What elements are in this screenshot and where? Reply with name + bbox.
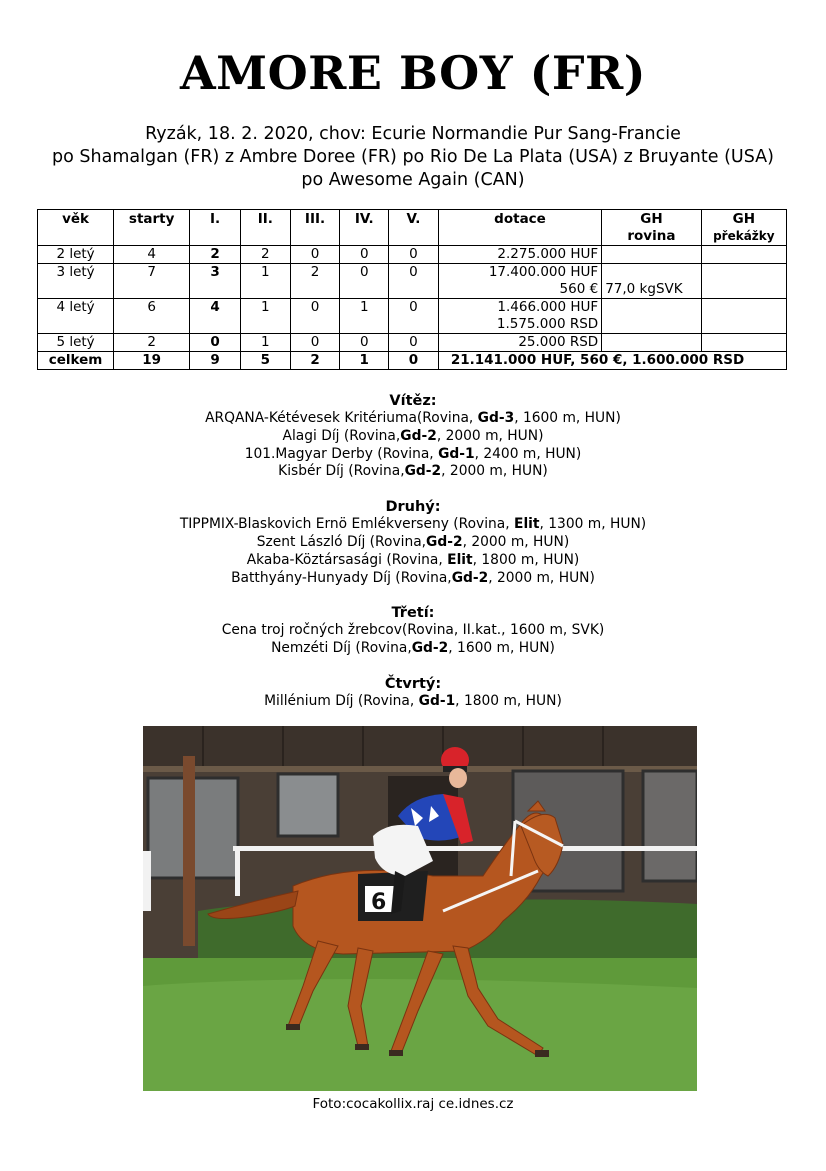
cell-third: 0 — [290, 334, 340, 352]
cell-fifth: 0 — [389, 334, 439, 352]
cell-age: 4 letý — [38, 299, 114, 334]
cell-first: 9 — [190, 352, 241, 370]
cell-fourth: 0 — [340, 334, 389, 352]
race-text: , 2000 m, HUN) — [462, 533, 570, 550]
race-text: Kisbér Díj (Rovina, — [278, 463, 405, 480]
cell-second: 2 — [240, 246, 290, 264]
list-item — [0, 463, 826, 481]
race-text: ARQANA-Kétévesek Kritériuma(Rovina, — [205, 410, 478, 426]
cell-fifth: 0 — [389, 352, 439, 370]
cell-starts: 2 — [114, 334, 190, 352]
earnings-line: 2.275.000 HUF — [497, 246, 599, 262]
list-item — [0, 428, 826, 446]
gh-jump-label: GH — [732, 211, 756, 227]
race-text: Batthyány-Hunyady Díj (Rovina, — [231, 569, 452, 586]
fourth-group — [0, 675, 826, 711]
race-grade: Gd-2 — [404, 463, 442, 480]
race-text: , 1800 m, HUN) — [455, 692, 562, 709]
cell-gh-jump — [701, 299, 786, 334]
race-grade: Gd-1 — [438, 445, 475, 462]
pedigree-line-3: po Awesome Again (CAN) — [301, 170, 525, 190]
cell-starts: 4 — [114, 246, 190, 264]
race-text: , 2000 m, HUN) — [488, 569, 595, 586]
winner-heading: Vítěz: — [389, 393, 437, 409]
col-starts: starty — [114, 210, 190, 246]
race-text: , 1600 m, HUN) — [514, 410, 621, 426]
race-text: 101.Magyar Derby (Rovina, — [244, 445, 439, 462]
cell-second: 1 — [240, 264, 290, 299]
cell-third: 0 — [290, 299, 340, 334]
cell-age: 2 letý — [38, 246, 114, 264]
second-heading: Druhý: — [385, 499, 441, 516]
race-text: Akaba-Köztársasági (Rovina, — [246, 551, 448, 568]
race-grade: Gd-2 — [411, 640, 449, 657]
cell-gh-flat — [602, 299, 701, 334]
cell-fifth: 0 — [389, 246, 439, 264]
earnings-line: 25.000 RSD — [518, 334, 599, 350]
gh-flat-sub: rovina — [627, 228, 676, 244]
col-earnings: dotace — [438, 210, 601, 246]
cell-gh-jump — [701, 334, 786, 352]
pedigree-line-2: po Shamalgan (FR) z Ambre Doree (FR) po Rio De La Plata (USA) z Bruyante (USA) — [52, 147, 774, 167]
cell-gh-jump — [701, 264, 786, 299]
race-grade: Elit — [514, 516, 540, 533]
table-row — [38, 299, 787, 334]
cell-earnings — [438, 246, 601, 264]
cell-gh-jump — [701, 246, 786, 264]
earnings-line: 17.400.000 HUF — [488, 264, 599, 280]
cell-starts: 7 — [114, 264, 190, 299]
race-text: Cena troj ročných žrebcov(Rovina, II.kat., 1600 m, SVK) — [221, 622, 605, 639]
cell-age: 5 letý — [38, 334, 114, 352]
cell-fourth: 1 — [340, 352, 389, 370]
cell-gh-flat — [602, 246, 701, 264]
earnings-line: 560 € — [559, 281, 599, 297]
career-stats-table — [37, 209, 787, 370]
cell-fifth: 0 — [389, 264, 439, 299]
cell-starts: 6 — [114, 299, 190, 334]
race-grade: Gd-1 — [418, 692, 456, 709]
list-item — [0, 622, 826, 640]
race-text: , 1600 m, HUN) — [448, 640, 555, 657]
earnings-line: 1.575.000 RSD — [496, 316, 599, 332]
cell-gh-flat — [602, 334, 701, 352]
list-item — [0, 552, 826, 570]
pedigree-info — [0, 123, 826, 192]
cell-fourth: 0 — [340, 264, 389, 299]
winner-group — [0, 392, 826, 481]
third-heading: Třetí: — [391, 605, 435, 622]
list-item — [0, 640, 826, 658]
table-row — [38, 264, 787, 299]
cell-second: 1 — [240, 334, 290, 352]
cell-third: 2 — [290, 264, 340, 299]
horse-name-title: AMORE BOY (FR) — [179, 46, 647, 100]
list-item — [0, 693, 826, 711]
photo-caption: Foto:cocakollix.raj ce.idnes.cz — [312, 1096, 514, 1112]
race-text: Alagi Díj (Rovina, — [282, 427, 401, 444]
col-fourth: IV. — [340, 210, 389, 246]
col-fifth: V. — [389, 210, 439, 246]
race-text: , 2000 m, HUN) — [436, 427, 544, 444]
second-group — [0, 498, 826, 587]
horse-photo — [143, 726, 697, 1091]
race-grade: Gd-2 — [426, 533, 463, 550]
race-text: , 2000 m, HUN) — [441, 463, 548, 480]
col-gh-flat — [602, 210, 701, 246]
race-grade: Gd-2 — [400, 427, 437, 444]
earnings-line: 1.466.000 HUF — [497, 299, 599, 315]
cell-fourth: 0 — [340, 246, 389, 264]
col-gh-jump — [701, 210, 786, 246]
cell-age: 3 letý — [38, 264, 114, 299]
cell-second: 1 — [240, 299, 290, 334]
cell-third: 2 — [290, 352, 340, 370]
gh-jump-sub: překážky — [713, 229, 775, 243]
table-total-row — [38, 352, 787, 370]
list-item — [0, 516, 826, 534]
cell-gh-flat: 77,0 kgSVK — [602, 264, 701, 299]
list-item — [0, 534, 826, 552]
cell-first: 4 — [190, 299, 241, 334]
race-text: Szent László Díj (Rovina, — [256, 533, 427, 550]
race-text: Millénium Díj (Rovina, — [264, 692, 419, 709]
list-item — [0, 446, 826, 464]
saddle-number: 6 — [371, 890, 387, 915]
cell-first: 3 — [190, 264, 241, 299]
cell-total-earnings: 21.141.000 HUF, 560 €, 1.600.000 RSD — [438, 352, 786, 370]
race-results — [0, 392, 826, 728]
race-text: , 1800 m, HUN) — [472, 551, 580, 568]
cell-earnings — [438, 334, 601, 352]
table-header-row — [38, 210, 787, 246]
cell-earnings — [438, 299, 601, 334]
race-text: , 2400 m, HUN) — [474, 445, 582, 462]
cell-third: 0 — [290, 246, 340, 264]
cell-starts: 19 — [114, 352, 190, 370]
col-age: věk — [38, 210, 114, 246]
cell-first: 2 — [190, 246, 241, 264]
cell-earnings — [438, 264, 601, 299]
race-text: TIPPMIX-Blaskovich Ernö Emlékverseny (Rovina, — [179, 516, 515, 533]
fourth-heading: Čtvrtý: — [384, 675, 442, 692]
cell-fifth: 0 — [389, 299, 439, 334]
cell-first: 0 — [190, 334, 241, 352]
race-grade: Gd-3 — [477, 410, 515, 426]
cell-fourth: 1 — [340, 299, 389, 334]
race-grade: Elit — [447, 551, 473, 568]
third-group — [0, 604, 826, 658]
col-first: I. — [190, 210, 241, 246]
cell-age: celkem — [38, 352, 114, 370]
race-text: Nemzéti Díj (Rovina, — [271, 640, 412, 657]
gh-flat-label: GH — [640, 211, 663, 227]
table-row — [38, 334, 787, 352]
cell-second: 5 — [240, 352, 290, 370]
race-grade: Gd-2 — [451, 569, 489, 586]
col-second: II. — [240, 210, 290, 246]
list-item — [0, 410, 826, 428]
race-text: , 1300 m, HUN) — [539, 516, 647, 533]
col-third: III. — [290, 210, 340, 246]
table-row — [38, 246, 787, 264]
list-item — [0, 570, 826, 588]
pedigree-line-1: Ryzák, 18. 2. 2020, chov: Ecurie Normandie Pur Sang-Francie — [145, 124, 681, 144]
